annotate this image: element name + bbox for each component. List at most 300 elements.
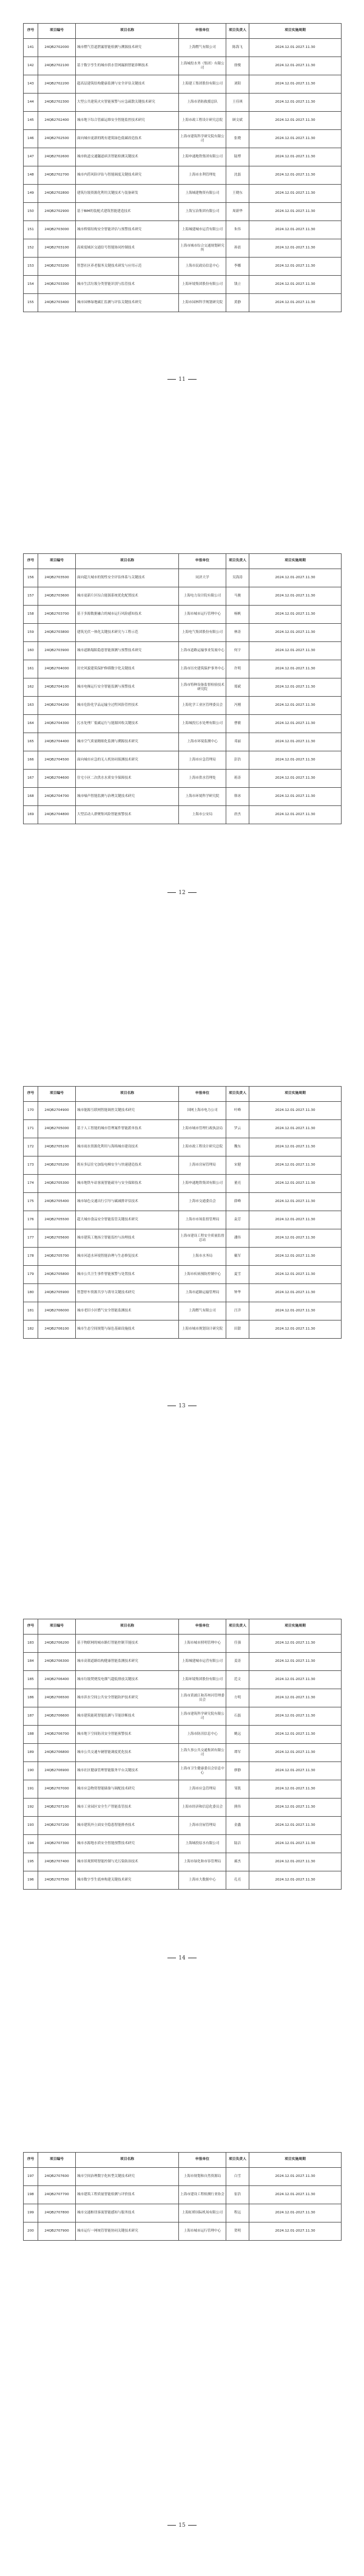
- cell-leader: 郑斌: [226, 678, 249, 697]
- table-row: [24, 642, 342, 660]
- cell-no: 198: [24, 2186, 38, 2204]
- cell-code: 24QB2706600: [38, 1707, 76, 1726]
- cell-unit: 上海市大数据中心: [179, 1871, 226, 1890]
- cell-no: 168: [24, 788, 38, 806]
- cell-no: 147: [24, 148, 38, 166]
- cell-period: 2024.12.01-2027.11.30: [249, 2204, 342, 2222]
- cell-period: 2024.12.01-2027.11.30: [249, 1871, 342, 1890]
- table-row: [24, 660, 342, 678]
- cell-name: 城市桥梁结构安全智能评估与预警技术研究: [76, 221, 179, 239]
- cell-code: 24QB2705200: [38, 1156, 76, 1175]
- table-row: [24, 1817, 342, 1835]
- cell-unit: 上海市建设工程检测行业协会: [179, 2186, 226, 2204]
- table-row: [24, 1266, 342, 1284]
- cell-no: 182: [24, 1320, 38, 1339]
- cell-period: 2024.12.01-2027.11.30: [249, 715, 342, 733]
- cell-unit: 上海市城市照明管理中心: [179, 1635, 226, 1653]
- cell-period: 2024.12.01-2027.11.30: [249, 569, 342, 587]
- cell-unit: 上海市应急管理局: [179, 751, 226, 770]
- cell-unit: 上海市城市管理行政执法局: [179, 1120, 226, 1138]
- cell-code: 24QB2706000: [38, 1302, 76, 1320]
- cell-unit: 上海市道路运输事业发展中心: [179, 642, 226, 660]
- cell-name: 高密度城区交通信号智能协同控制技术: [76, 239, 179, 258]
- cell-no: 184: [24, 1653, 38, 1671]
- cell-code: 24QB2702500: [38, 130, 76, 148]
- cell-name: 基于BIM的装配式建筑智能建造技术: [76, 203, 179, 221]
- cell-period: 2024.12.01-2027.11.30: [249, 1689, 342, 1707]
- cell-period: 2024.12.01-2027.11.30: [249, 112, 342, 130]
- cell-leader: 许明: [226, 660, 249, 678]
- cell-period: 2024.12.01-2027.11.30: [249, 94, 342, 112]
- project-table: [23, 1086, 342, 1339]
- column-header-unit: 申报单位: [179, 554, 226, 569]
- cell-unit: 上海市黄浦江和苏州河管理委员会: [179, 1689, 226, 1707]
- cell-leader: 叶峰: [226, 1102, 249, 1120]
- cell-no: 183: [24, 1635, 38, 1653]
- cell-code: 24QB2702300: [38, 94, 76, 112]
- cell-leader: 陈海飞: [226, 39, 249, 57]
- cell-leader: 薛峰: [226, 1193, 249, 1211]
- cell-name: 城市噪声智能监测与治理关键技术研究: [76, 788, 179, 806]
- column-header-unit: 申报单位: [179, 1087, 226, 1102]
- cell-unit: 上海市环境监测中心: [179, 733, 226, 751]
- cell-unit: 上海市建筑科学研究院有限公司: [179, 1707, 226, 1726]
- table-row: [24, 751, 342, 770]
- cell-code: 24QB2707500: [38, 1871, 76, 1890]
- cell-name: 城市公共卫生事件智能预警与处置技术: [76, 1266, 179, 1284]
- cell-name: 智慧社区养老服务关键技术研发与应用示范: [76, 258, 179, 276]
- table-row: [24, 276, 342, 294]
- cell-leader: 王佳琪: [226, 94, 249, 112]
- cell-no: 192: [24, 1799, 38, 1817]
- cell-code: 24QB2707700: [38, 2186, 76, 2204]
- cell-leader: 姚远: [226, 1726, 249, 1744]
- cell-name: 城市空间治理数字化转型关键技术研究: [76, 2168, 179, 2186]
- cell-period: 2024.12.01-2027.11.30: [249, 1707, 342, 1726]
- cell-unit: 上海城投污水处理有限公司: [179, 715, 226, 733]
- cell-name: 城市垃圾焚烧发电烟气超低排放关键技术: [76, 1671, 179, 1689]
- cell-name: 城市数字孪生底座构建关键技术研究: [76, 1871, 179, 1890]
- cell-no: 191: [24, 1780, 38, 1799]
- cell-period: 2024.12.01-2027.11.30: [249, 1671, 342, 1689]
- column-header-name: 项目名称: [76, 1619, 179, 1635]
- cell-name: 城市公共交通车辆智能调度优化技术: [76, 1744, 179, 1762]
- cell-name: 城市滨水空间公共安全智能防护技术研究: [76, 1689, 179, 1707]
- cell-code: 24QB2703100: [38, 239, 76, 258]
- table-row: [24, 2222, 342, 2241]
- table-row: [24, 1707, 342, 1726]
- cell-unit: 上海市供水管理处: [179, 770, 226, 788]
- cell-unit: 上海建工集团股份有限公司: [179, 75, 226, 94]
- cell-no: 158: [24, 606, 38, 624]
- cell-code: 24QB2704700: [38, 788, 76, 806]
- cell-no: 152: [24, 239, 38, 258]
- cell-code: 24QB2705500: [38, 1211, 76, 1229]
- cell-name: 建筑光伏一体化关键技术研究与工程示范: [76, 624, 179, 642]
- cell-code: 24QB2703300: [38, 276, 76, 294]
- table-row: [24, 203, 342, 221]
- cell-name: 城市绿色交通出行引导与碳减排评估技术: [76, 1193, 179, 1211]
- cell-period: 2024.12.01-2027.11.30: [249, 1284, 342, 1302]
- cell-code: 24QB2705000: [38, 1120, 76, 1138]
- cell-unit: 上海市交通委员会: [179, 1193, 226, 1211]
- cell-period: 2024.12.01-2027.11.30: [249, 1302, 342, 1320]
- column-header-period: 项目实施周期: [249, 554, 342, 569]
- cell-unit: 国网上海市电力公司: [179, 1102, 226, 1120]
- cell-code: 24QB2705900: [38, 1284, 76, 1302]
- cell-period: 2024.12.01-2027.11.30: [249, 221, 342, 239]
- cell-no: 189: [24, 1744, 38, 1762]
- column-header-code: 项目编号: [38, 24, 76, 39]
- cell-leader: 唐杰: [226, 806, 249, 824]
- cell-no: 174: [24, 1175, 38, 1193]
- cell-unit: 上海虹桥国际机场有限公司: [179, 2204, 226, 2222]
- cell-no: 142: [24, 57, 38, 75]
- cell-code: 24QB2702200: [38, 75, 76, 94]
- table-row: [24, 1762, 342, 1780]
- cell-leader: 宋健: [226, 1156, 249, 1175]
- cell-leader: 方明: [226, 1689, 249, 1707]
- page-number: [0, 1955, 364, 1961]
- table-header-row: [24, 24, 342, 39]
- cell-code: 24QB2707000: [38, 1780, 76, 1799]
- cell-unit: 上海宝冶集团有限公司: [179, 203, 226, 221]
- page-number-value: 14: [178, 1955, 186, 1961]
- column-header-name: 项目名称: [76, 24, 179, 39]
- cell-leader: 邹凯: [226, 1780, 249, 1799]
- cell-code: 24QB2707600: [38, 2168, 76, 2186]
- cell-code: 24QB2704300: [38, 715, 76, 733]
- cell-period: 2024.12.01-2027.11.30: [249, 130, 342, 148]
- cell-code: 24QB2706100: [38, 1320, 76, 1339]
- cell-leader: 汪洋: [226, 1302, 249, 1320]
- cell-no: 185: [24, 1671, 38, 1689]
- cell-code: 24QB2705600: [38, 1229, 76, 1248]
- table-row: [24, 148, 342, 166]
- cell-name: 基于物联网的城市路灯智能控制节能技术: [76, 1635, 179, 1653]
- cell-code: 24QB2702600: [38, 148, 76, 166]
- cell-name: 城市老旧小区燃气安全智能监测技术: [76, 1302, 179, 1320]
- table-row: [24, 94, 342, 112]
- column-header-no: 序号: [24, 1087, 38, 1102]
- table-header-row: [24, 1087, 342, 1102]
- cell-no: 186: [24, 1689, 38, 1707]
- table-row: [24, 1671, 342, 1689]
- cell-no: 181: [24, 1302, 38, 1320]
- cell-unit: 上海市市场监督管理局: [179, 1211, 226, 1229]
- cell-no: 144: [24, 94, 38, 112]
- cell-period: 2024.12.01-2027.11.30: [249, 788, 342, 806]
- cell-leader: 曹敏: [226, 715, 249, 733]
- cell-name: 城市更新片区综合能源系统优化配置技术: [76, 587, 179, 606]
- table-row: [24, 587, 342, 606]
- cell-name: 面向城市应急的无人机协同侦测技术研究: [76, 751, 179, 770]
- table-row: [24, 239, 342, 258]
- table-row: [24, 1871, 342, 1890]
- cell-no: 166: [24, 751, 38, 770]
- cell-period: 2024.12.01-2027.11.30: [249, 642, 342, 660]
- table-row: [24, 1635, 342, 1653]
- cell-leader: 金鑫: [226, 1817, 249, 1835]
- cell-period: 2024.12.01-2027.11.30: [249, 1193, 342, 1211]
- cell-code: 24QB2705300: [38, 1175, 76, 1193]
- cell-leader: 熊伟: [226, 1799, 249, 1817]
- cell-code: 24QB2705800: [38, 1266, 76, 1284]
- table-row: [24, 57, 342, 75]
- table-row: [24, 806, 342, 824]
- column-header-code: 项目编号: [38, 2153, 76, 2168]
- cell-name: 城市地下空间防汛安全智能预警技术: [76, 1726, 179, 1744]
- cell-code: 24QB2703800: [38, 624, 76, 642]
- cell-no: 159: [24, 624, 38, 642]
- cell-unit: 上海化学工业区管理委员会: [179, 697, 226, 715]
- cell-no: 163: [24, 697, 38, 715]
- cell-period: 2024.12.01-2027.11.30: [249, 1120, 342, 1138]
- cell-name: 基于数字孪生的城市供水管网漏损智能诊断技术: [76, 57, 179, 75]
- cell-name: 智慧停车资源共享与诱导关键技术研究: [76, 1284, 179, 1302]
- cell-leader: 崔浩: [226, 2186, 249, 2204]
- cell-unit: 上海市水利管理处: [179, 166, 226, 185]
- cell-name: 城市空气质量精细化监测与溯源技术研究: [76, 733, 179, 751]
- table-row: [24, 1799, 342, 1817]
- table-row: [24, 1780, 342, 1799]
- cell-period: 2024.12.01-2027.11.30: [249, 75, 342, 94]
- cell-code: 24QB2707100: [38, 1799, 76, 1817]
- cell-no: 167: [24, 770, 38, 788]
- table-row: [24, 1248, 342, 1266]
- cell-code: 24QB2704500: [38, 751, 76, 770]
- cell-name: 城市建筑工程质量智能检测与评价技术: [76, 2186, 179, 2204]
- cell-code: 24QB2704200: [38, 697, 76, 715]
- cell-unit: 上海燃气有限公司: [179, 39, 226, 57]
- cell-no: 141: [24, 39, 38, 57]
- cell-unit: 上海市应急管理局: [179, 1780, 226, 1799]
- cell-leader: 周新华: [226, 203, 249, 221]
- cell-unit: 上海市道路运输管理局: [179, 1284, 226, 1302]
- cell-period: 2024.12.01-2027.11.30: [249, 185, 342, 203]
- table-row: [24, 185, 342, 203]
- cell-no: 164: [24, 715, 38, 733]
- cell-leader: 郝杰: [226, 1853, 249, 1871]
- cell-period: 2024.12.01-2027.11.30: [249, 2186, 342, 2204]
- cell-period: 2024.12.01-2027.11.30: [249, 1175, 342, 1193]
- cell-code: 24QB2706800: [38, 1744, 76, 1762]
- cell-leader: 任强: [226, 1635, 249, 1653]
- project-table: [23, 553, 342, 824]
- cell-name: 基于多源数据融合的城市运行风险感知技术: [76, 606, 179, 624]
- cell-leader: 田甜: [226, 1320, 249, 1339]
- column-header-code: 项目编号: [38, 1619, 76, 1635]
- cell-period: 2024.12.01-2027.11.30: [249, 2222, 342, 2241]
- cell-code: 24QB2706200: [38, 1635, 76, 1653]
- cell-name: 城市地下综合管廊运维安全智能监控技术研究: [76, 112, 179, 130]
- cell-period: 2024.12.01-2027.11.30: [249, 624, 342, 642]
- cell-period: 2024.12.01-2027.11.30: [249, 1248, 342, 1266]
- cell-code: 24QB2702000: [38, 39, 76, 57]
- cell-name: 超高层建筑结构健康监测与安全评估关键技术: [76, 75, 179, 94]
- column-header-leader: 项目负责人: [226, 1087, 249, 1102]
- cell-unit: 上海市经济和信息化委员会: [179, 1799, 226, 1817]
- column-header-code: 项目编号: [38, 1087, 76, 1102]
- cell-no: 173: [24, 1156, 38, 1175]
- table-row: [24, 294, 342, 312]
- cell-no: 162: [24, 678, 38, 697]
- document-page: [0, 1596, 364, 2118]
- cell-period: 2024.12.01-2027.11.30: [249, 770, 342, 788]
- cell-unit: 上海市建筑科学研究院有限公司: [179, 130, 226, 148]
- column-header-no: 序号: [24, 24, 38, 39]
- page-number-dash-right: [188, 892, 197, 893]
- table-row: [24, 1211, 342, 1229]
- cell-unit: 上海市特种设备监督检验技术研究院: [179, 678, 226, 697]
- cell-code: 24QB2706900: [38, 1762, 76, 1780]
- cell-name: 城市社区健康管理智能服务平台关键技术: [76, 1762, 179, 1780]
- cell-no: 160: [24, 642, 38, 660]
- cell-name: 城市生态空间规划与绿色基础设施技术: [76, 1320, 179, 1339]
- cell-no: 161: [24, 660, 38, 678]
- cell-name: 城市内涝风险评估与智能调度关键技术研究: [76, 166, 179, 185]
- cell-no: 196: [24, 1871, 38, 1890]
- table-row: [24, 1835, 342, 1853]
- cell-leader: 陆博: [226, 148, 249, 166]
- cell-leader: 袁芳: [226, 1211, 249, 1229]
- column-header-leader: 项目负责人: [226, 554, 249, 569]
- table-row: [24, 1229, 342, 1248]
- table-row: [24, 1102, 342, 1120]
- cell-no: 146: [24, 130, 38, 148]
- cell-code: 24QB2704600: [38, 770, 76, 788]
- cell-period: 2024.12.01-2027.11.30: [249, 1853, 342, 1871]
- cell-unit: 上海市民政局信息中心: [179, 258, 226, 276]
- table-header-row: [24, 1619, 342, 1635]
- page-number: [0, 2523, 364, 2529]
- cell-name: 住宅小区二次供水水质安全保障技术: [76, 770, 179, 788]
- cell-code: 24QB2704800: [38, 806, 76, 824]
- cell-period: 2024.12.01-2027.11.30: [249, 1211, 342, 1229]
- cell-period: 2024.12.01-2027.11.30: [249, 2168, 342, 2186]
- cell-leader: 顾文斌: [226, 112, 249, 130]
- cell-no: 143: [24, 75, 38, 94]
- cell-no: 165: [24, 733, 38, 751]
- cell-no: 179: [24, 1266, 38, 1284]
- cell-leader: 韩冰: [226, 788, 249, 806]
- project-table: [23, 2152, 342, 2241]
- cell-leader: 吴海涛: [226, 569, 249, 587]
- cell-unit: 上海市防汛信息中心: [179, 1726, 226, 1744]
- cell-name: 城市生活垃圾分类智能识别与监管技术: [76, 276, 179, 294]
- table-row: [24, 569, 342, 587]
- cell-unit: 上海城投原水有限公司: [179, 1835, 226, 1853]
- cell-code: 24QB2706700: [38, 1726, 76, 1744]
- table-row: [24, 2204, 342, 2222]
- cell-period: 2024.12.01-2027.11.30: [249, 1799, 342, 1817]
- cell-leader: 何宇: [226, 642, 249, 660]
- cell-name: 大型活动人群聚集风险智能预警技术: [76, 806, 179, 824]
- cell-unit: 上海久事公共交通集团有限公司: [179, 1744, 226, 1762]
- cell-leader: 廖静: [226, 1762, 249, 1780]
- cell-unit: 上海城建城市运营有限公司: [179, 1653, 226, 1671]
- cell-unit: 上海市历史建筑保护事务中心: [179, 660, 226, 678]
- cell-name: 面向城市更新的既有建筑绿色低碳改造技术: [76, 130, 179, 148]
- table-row: [24, 1120, 342, 1138]
- cell-period: 2024.12.01-2027.11.30: [249, 258, 342, 276]
- cell-unit: 上海燃气有限公司: [179, 1302, 226, 1320]
- cell-no: 176: [24, 1211, 38, 1229]
- cell-code: 24QB2704400: [38, 733, 76, 751]
- table-row: [24, 770, 342, 788]
- table-row: [24, 2168, 342, 2186]
- page-number-dash-left: [167, 379, 176, 380]
- cell-code: 24QB2702700: [38, 166, 76, 185]
- cell-unit: 上海环境集团股份有限公司: [179, 276, 226, 294]
- cell-name: 城市建筑外立面安全隐患智能排查技术: [76, 1817, 179, 1835]
- cell-unit: 上海市城市运行管理中心: [179, 606, 226, 624]
- table-row: [24, 130, 342, 148]
- table-row: [24, 1302, 342, 1320]
- project-table: [23, 1619, 342, 1890]
- cell-leader: 刘阳: [226, 75, 249, 94]
- cell-code: 24QB2703900: [38, 642, 76, 660]
- cell-no: 188: [24, 1726, 38, 1744]
- table-row: [24, 1653, 342, 1671]
- cell-code: 24QB2703700: [38, 606, 76, 624]
- cell-no: 194: [24, 1835, 38, 1853]
- cell-no: 145: [24, 112, 38, 130]
- cell-name: 面向超大城市的韧性安全评估体系与关键技术: [76, 569, 179, 587]
- cell-unit: 上海市建设工程安全质量监督总站: [179, 1229, 226, 1248]
- table-row: [24, 166, 342, 185]
- cell-name: 城市雨水资源化利用与海绵城市建设技术: [76, 1138, 179, 1156]
- cell-no: 150: [24, 203, 38, 221]
- table-row: [24, 221, 342, 239]
- cell-leader: 贺明: [226, 2222, 249, 2241]
- cell-no: 155: [24, 294, 38, 312]
- page-number-value: 11: [178, 377, 186, 383]
- cell-name: 城市交通枢纽客流智能感知与服务技术: [76, 2204, 179, 2222]
- cell-period: 2024.12.01-2027.11.30: [249, 276, 342, 294]
- cell-leader: 钟华: [226, 1284, 249, 1302]
- cell-leader: 董亮: [226, 1175, 249, 1193]
- cell-leader: 李娜: [226, 258, 249, 276]
- page-number-dash-right: [188, 2525, 197, 2526]
- cell-leader: 马骏: [226, 587, 249, 606]
- cell-no: 157: [24, 587, 38, 606]
- cell-name: 城市建筑工地扬尘智能监控与治理技术: [76, 1229, 179, 1248]
- cell-unit: 上海市政工程设计研究总院: [179, 112, 226, 130]
- cell-period: 2024.12.01-2027.11.30: [249, 57, 342, 75]
- table-header-row: [24, 554, 342, 569]
- cell-leader: 王晓东: [226, 185, 249, 203]
- column-header-period: 项目实施周期: [249, 1619, 342, 1635]
- cell-leader: 孔亮: [226, 1871, 249, 1890]
- page-number: [0, 890, 364, 896]
- table-row: [24, 1156, 342, 1175]
- cell-no: 187: [24, 1707, 38, 1726]
- column-header-unit: 申报单位: [179, 24, 226, 39]
- cell-leader: 邓丽: [226, 733, 249, 751]
- cell-name: 城市景观照明智能控制与光污染防治技术: [76, 1853, 179, 1871]
- page-number-value: 12: [178, 890, 186, 896]
- column-header-unit: 申报单位: [179, 1619, 226, 1635]
- cell-leader: 白雪: [226, 2168, 249, 2186]
- column-header-no: 序号: [24, 1619, 38, 1635]
- cell-leader: 夏雪: [226, 1266, 249, 1284]
- cell-no: 197: [24, 2168, 38, 2186]
- cell-period: 2024.12.01-2027.11.30: [249, 294, 342, 312]
- cell-no: 169: [24, 806, 38, 824]
- page-number-value: 15: [178, 2523, 186, 2529]
- cell-period: 2024.12.01-2027.11.30: [249, 1817, 342, 1835]
